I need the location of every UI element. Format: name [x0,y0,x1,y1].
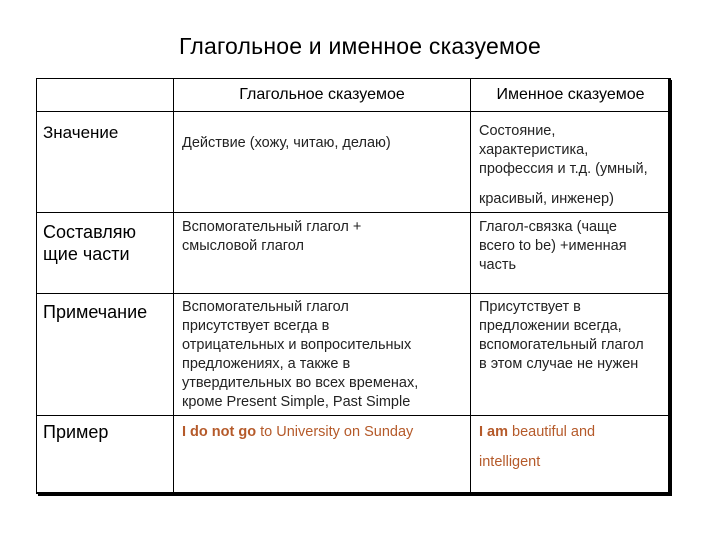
cell-line: присутствует всегда в [182,318,330,334]
cell-note-verbal [174,294,471,416]
cell-line: в этом случае не нужен [479,356,639,372]
cell-line: отрицательных и вопросительных [182,337,412,353]
row-label-components [37,213,174,294]
example-emphasis: I do not go [182,424,257,440]
cell-meaning-verbal: Действие (хожу, читаю, делаю) [174,112,471,213]
table-row-meaning [37,112,671,213]
cell-line: красивый, инженер) [479,191,614,207]
cell-line: предложении всегда, [479,318,622,334]
cell-example-verbal [174,416,471,494]
header-nominal-predicate: Именное сказуемое [471,79,671,112]
example-text: to University on Sunday [260,424,414,440]
row-label-note: Примечание [37,294,174,416]
cell-line: Состояние, [479,123,556,139]
cell-line: Присутствует в [479,299,581,315]
example-emphasis: I am [479,424,509,440]
cell-line: Вспомогательный глагол + [182,219,362,235]
cell-line: Глагол-связка (чаще [479,219,617,235]
table-header-row [37,79,671,112]
row-label-example: Пример [37,416,174,494]
example-text: beautiful and [512,424,596,440]
cell-line: вспомогательный глагол [479,337,644,353]
table-row-example [37,416,671,494]
cell-line: кроме Present Simple, Past Simple [182,394,411,410]
cell-components-nominal [471,213,671,294]
cell-line: профессия и т.д. (умный, [479,161,648,177]
cell-example-nominal [471,416,671,494]
comparison-table [36,78,671,494]
label-line: Составляю [43,222,136,242]
cell-line: смысловой глагол [182,238,304,254]
header-verbal-predicate: Глагольное сказуемое [174,79,471,112]
label-line: щие части [43,244,130,264]
cell-line: утвердительных во всех временах, [182,375,419,391]
cell-note-nominal [471,294,671,416]
cell-line: часть [479,257,517,273]
cell-line: характеристика, [479,142,589,158]
header-empty-cell [37,79,174,112]
example-text: intelligent [479,454,541,470]
cell-line: Вспомогательный глагол [182,299,349,315]
page-title: Глагольное и именное сказуемое [178,33,541,59]
table-row-note [37,294,671,416]
table-row-components [37,213,671,294]
cell-meaning-nominal [471,112,671,213]
row-label-meaning: Значение [37,112,174,213]
cell-components-verbal [174,213,471,294]
cell-line: предложениях, а также в [182,356,351,372]
cell-line: всего to be) +именная [479,238,627,254]
